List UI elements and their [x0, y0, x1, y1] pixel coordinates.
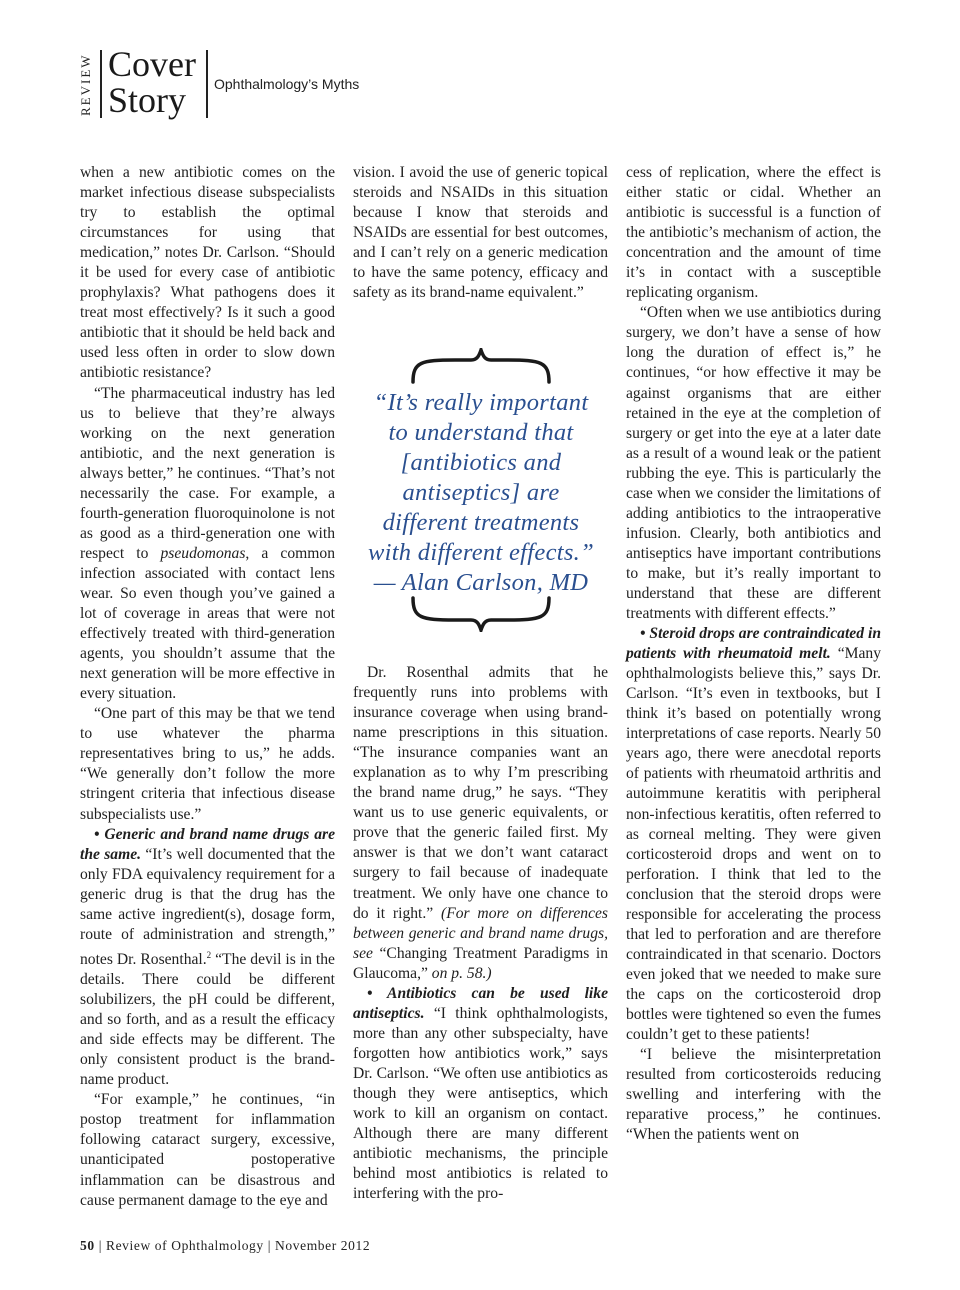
text-run: “The pharmaceutical industry has led us to believe that they’re always working on the next generation antibiotic, and the next generation is always better,” he continues. “That’s not necessarily the case. For example, a fourth-generation fluoroquinolone is not as good as a third-generation one with respect to — [80, 384, 335, 562]
article-column-1 — [80, 163, 335, 1211]
story-line: Story — [108, 80, 187, 120]
brace-top-icon — [355, 348, 607, 384]
page-header — [78, 44, 678, 134]
brace-bottom-icon — [355, 596, 607, 632]
pull-quote — [355, 348, 607, 648]
quote-line: with different effects.” — [367, 539, 595, 566]
quote-line: “It’s really important — [373, 389, 589, 416]
cover-line: Cover — [108, 44, 196, 84]
myth-heading: • Antibiotics can be used like antiseptics. — [353, 984, 608, 1022]
page-number: 50 — [80, 1238, 95, 1253]
quote-line: different treatments — [382, 509, 580, 536]
article-column-3 — [626, 163, 881, 1145]
paragraph: cess of replication, where the effect is either static or cidal. Whether an antibiotic is successful is a function of the antibiotic’s mechanism of action, the concentration and the amount of time it’s in contact with a susceptible replicating organism. — [626, 164, 881, 302]
myth-heading: • Generic and brand name drugs are the same. — [80, 825, 335, 863]
article-column-2-bottom — [353, 663, 608, 1204]
text-run: “The devil is in the details. There could be different solubilizers, the pH could be different, and so forth, and as a result the efficacy and side effects may be different. The only consistent product is the brand-name product. — [80, 951, 335, 1089]
paragraph — [80, 384, 335, 705]
cover-story-title — [108, 46, 196, 118]
paragraph: “For example,” he continues, “in postop treatment for inflammation following cataract surgery, excessive, unanticipated postoperative inflammation can be disastrous and cause permanent damage to the eye and — [80, 1091, 335, 1209]
header-divider-left — [100, 50, 102, 118]
italic-note: (For more on differences between generic and brand name drugs, see — [353, 904, 608, 962]
issue-date: November 2012 — [275, 1238, 371, 1253]
header-divider-right — [206, 50, 208, 118]
myth-heading: • Steroid drops are contraindicated in patients with rheumatoid melt. — [626, 625, 881, 663]
paragraph: “Often when we use antibiotics during surgery, we don’t have a sense of how long the duration of effect is,” he continues, “or how effective it may be against organisms that are either retained in the eye at the completion of surgery or get into the eye at a later date as a result of a wound leak or the patient rubbing the eye. This is particularly the case when we consider the limitations of adding antibiotics to the intraoperative infusion. Clearly, both antibiotics and antiseptics have important contributions to make, but it’s really important to understand that these are different treatments with different effects.” — [626, 304, 881, 623]
quote-line: [antibiotics and — [400, 449, 562, 476]
paragraph — [353, 984, 608, 1205]
page-footer — [80, 1238, 370, 1254]
quote-attribution: — Alan Carlson, MD — [373, 569, 589, 596]
paragraph — [80, 825, 335, 1091]
quote-line: antiseptics] are — [402, 479, 560, 506]
paragraph: “I believe the misinterpretation resulted from corticosteroids reducing swelling and interfering with the reparative process,” he continues. “When the patients went on — [626, 1046, 881, 1144]
text-run: , a common infection associated with contact lens wear. So even though you’ve gained a lot of coverage in areas that were not effectively treated with third-generation agents, you shouldn’t assume that the next generation will be more effective in every situation. — [80, 544, 335, 703]
italic-term: pseudomonas — [160, 544, 246, 562]
footer-separator: | — [267, 1238, 272, 1253]
paragraph — [626, 624, 881, 1045]
paragraph: when a new antibiotic comes on the market infectious disease subspecialists try to establish the optimal circumstances for using that medication,” notes Dr. Carlson. “Should it be used for every case of antibiotic prophylaxis? What pathogens does it treat most effectively? Is it such a good antibiotic that it should be held back and used less often in order to slow down antibiotic resistance? — [80, 164, 335, 382]
paragraph — [353, 663, 608, 984]
review-label: REVIEW — [78, 53, 93, 117]
section-name: Ophthalmology’s Myths — [214, 76, 360, 92]
footer-separator: | — [98, 1238, 102, 1253]
paragraph: “One part of this may be that we tend to use whatever the pharma representatives bring to us,” he adds. “We generally don’t follow the more stringent criteria that infectious disease subspecialists use.” — [80, 705, 335, 823]
text-run: “Many ophthalmologists believe this,” says Dr. Carlson. “It’s even in textbooks, but I think it’s based on potentially wrong interpretations of case reports. Nearly 50 years ago, there were anecdotal reports of patients with rheumatoid arthritis and autoimmune keratitis with peripheral non-infectious keratitis, often referred to as corneal melting. They were given corticosteroid drops and went on to perforation. I think that led to the conclusion that the steroid drops were responsible for accelerating the process that led to perforation and are therefore contraindicated in that scenario. Doctors even joked that we needed to make sure the caps on the corticosteroid drop bottles were tightened so even the fumes couldn’t get to these patients! — [626, 645, 882, 1044]
pull-quote-text — [355, 388, 607, 598]
paragraph: vision. I avoid the use of generic topical steroids and NSAIDs in this situation because I know that steroids and NSAIDs are essential for best outcomes, and I can’t rely on a generic medication to have the same potency, efficacy and safety as its brand-name equivalent.” — [353, 164, 608, 302]
magazine-name: Review of Ophthalmology — [105, 1238, 264, 1253]
text-run: “I think ophthalmologists, more than any other subspecialty, have forgotten how antibiotics work,” says Dr. Carlson. “We often use antibiotics as though they were antiseptics, which work to kill an organism on contact. Although there are many different antibiotic mechanisms, the principle behind most antibiotics is related to interfering with the pro- — [353, 1004, 608, 1203]
quote-line: to understand that — [388, 419, 574, 446]
article-column-2-top — [353, 163, 608, 303]
italic-note: on p. 58.) — [427, 964, 492, 982]
text-run: “It’s well documented that the only FDA equivalency requirement for a generic drug is that the drug has the same active ingredient(s), dosage form, route of administration and strength,” notes Dr. Rosenthal. — [80, 845, 335, 969]
cross-reference-title: “Changing Treatment Paradigms in Glaucoma,” — [353, 944, 608, 982]
footnote-ref: 2 — [206, 949, 212, 960]
text-run: Dr. Rosenthal admits that he frequently runs into problems with insurance coverage when using brand-name prescriptions in this situation. “The insurance companies want an explanation as to why I’m prescribing the brand name drug,” he says. “They want us to use generic equivalents, or prove that the generic failed first. My answer is that we don’t want cataract surgery to fail because of inadequate treatment. We only have one chance to do it right.” — [353, 664, 608, 922]
